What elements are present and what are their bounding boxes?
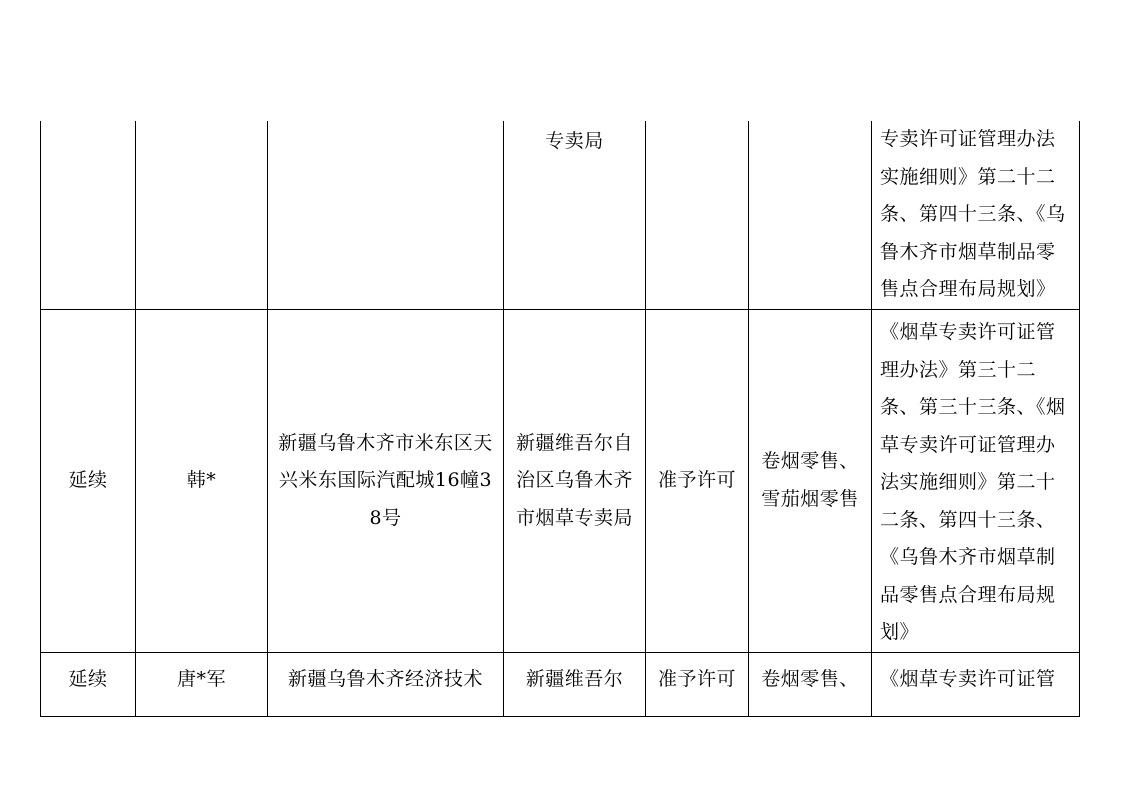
decision-text: 准予许可 [657,469,736,491]
authority-text: 新疆维吾尔自治区乌鲁木齐市烟草专卖局 [515,431,633,529]
basis-text: 专卖许可证管理办法实施细则》第二十二条、第四十三条、《乌鲁木齐市烟草制品零售点合理布局规划》 [880,128,1066,300]
authority-cell [504,652,646,716]
name-text: 韩* [186,469,217,491]
authority-text: 新疆维吾尔 [525,667,624,690]
scope-text: 卷烟零售、 [761,667,859,690]
basis-cell [872,121,1080,310]
name-cell [136,652,268,716]
type-text: 延续 [68,469,108,491]
address-cell [268,121,504,310]
scope-cell [749,310,872,653]
table-row [41,652,1080,716]
address-cell [268,652,504,716]
table-row [41,310,1080,653]
type-cell [41,310,136,653]
scope-cell [749,652,872,716]
decision-text: 准予许可 [657,667,736,690]
table-row [41,121,1080,310]
authority-cell [504,310,646,653]
address-text: 新疆乌鲁木齐经济技术 [287,667,483,690]
name-cell [136,310,268,653]
license-table [40,121,1080,717]
scope-cell [749,121,872,310]
name-cell [136,121,268,310]
basis-cell [872,652,1080,716]
decision-cell [646,652,749,716]
basis-text: 《烟草专卖许可证管 [880,667,1056,690]
basis-text: 《烟草专卖许可证管理办法》第三十二条、第三十三条、《烟草专卖许可证管理办法实施细则》第二十二条、第四十三条、《乌鲁木齐市烟草制品零售点合理布局规划》 [880,321,1066,643]
type-cell [41,652,136,716]
scope-text: 卷烟零售、雪茄烟零售 [761,450,859,510]
address-cell [268,310,504,653]
authority-text: 专卖局 [545,130,604,152]
authority-cell [504,121,646,310]
address-text: 新疆乌鲁木齐市米东区天兴米东国际汽配城16幢38号 [278,431,493,529]
type-cell [41,121,136,310]
basis-cell [872,310,1080,653]
decision-cell [646,310,749,653]
decision-cell [646,121,749,310]
type-text: 延续 [68,667,108,690]
name-text: 唐*军 [176,667,226,690]
